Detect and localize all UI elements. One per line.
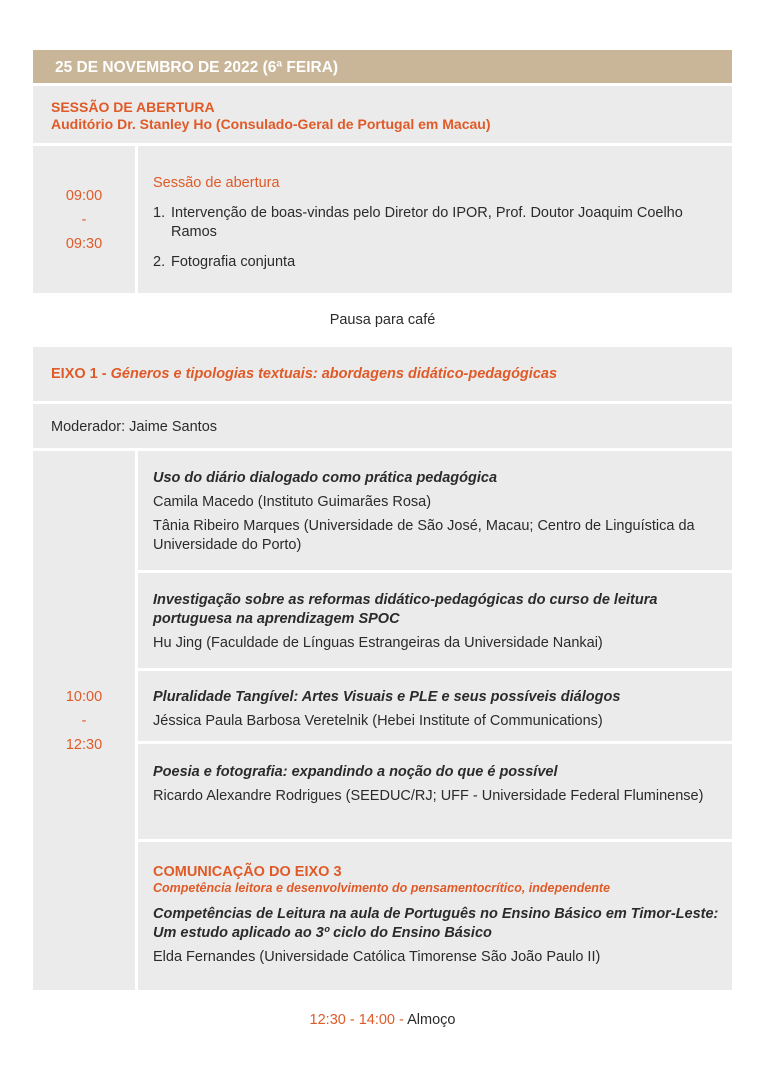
lunch-label: Almoço — [407, 1012, 456, 1028]
opening-session-title: SESSÃO DE ABERTURA — [51, 99, 215, 115]
opening-items — [153, 204, 722, 272]
list-item: 2. Fotografia conjunta — [153, 254, 296, 270]
eixo1-label: EIXO 1 - — [51, 366, 111, 382]
talk-author: Tânia Ribeiro Marques (Universidade de São José, Macau; Centro de Linguística da Universidade do Porto) — [153, 518, 695, 553]
opening-session-venue: Auditório Dr. Stanley Ho (Consulado-Geral de Portugal em Macau) — [51, 116, 491, 132]
talk-author: Elda Fernandes (Universidade Católica Timorense São João Paulo II) — [153, 949, 601, 965]
talk-title: Competências de Leitura na aula de Português no Ensino Básico em Timor-Leste: Um estudo aplicado ao 3º ciclo do Ensino Básico — [153, 906, 719, 941]
opening-time-start: 09:00 — [65, 187, 103, 204]
communication-label: COMUNICAÇÃO DO EIXO 3 — [153, 864, 342, 880]
moderator-row: Moderador: Jaime Santos — [33, 404, 732, 448]
talk-card — [138, 451, 732, 570]
eixo1-time-start: 10:00 — [65, 688, 103, 705]
coffee-break: Pausa para café — [329, 312, 436, 328]
date-header: 25 DE NOVEMBRO DE 2022 (6ª FEIRA) — [33, 50, 732, 83]
opening-block — [33, 146, 732, 293]
list-item: 1. Intervenção de boas-vindas pelo Diretor do IPOR, Prof. Doutor Joaquim Coelho Ramos — [153, 205, 683, 240]
eixo1-time-end: 12:30 — [65, 736, 103, 753]
talk-title: Uso do diário dialogado como prática pedagógica — [153, 470, 498, 486]
opening-time-sep: - — [81, 211, 87, 228]
eixo1-header — [33, 347, 732, 401]
eixo1-block — [33, 451, 732, 990]
eixo1-theme: Géneros e tipologias textuais: abordagens didático-pedagógicas — [110, 366, 558, 382]
opening-time-end: 09:30 — [65, 235, 103, 252]
opening-session-label: Sessão de abertura — [153, 175, 280, 191]
talk-card — [138, 671, 732, 741]
opening-time — [33, 146, 135, 293]
talk-author: Camila Macedo (Instituto Guimarães Rosa) — [153, 494, 432, 510]
lunch-sep: - — [395, 1012, 408, 1028]
talk-author: Hu Jing (Faculdade de Línguas Estrangeiras da Universidade Nankai) — [153, 635, 603, 651]
opening-content — [138, 146, 732, 293]
talk-title: Poesia e fotografia: expandindo a noção do que é possível — [153, 764, 558, 780]
eixo1-time-sep: - — [81, 712, 87, 729]
communication-subtitle: Competência leitora e desenvolvimento do pensamentocrítico, independente — [153, 881, 611, 895]
program-page — [33, 50, 732, 1028]
opening-session-header — [33, 86, 732, 143]
lunch-time: 12:30 - 14:00 — [309, 1012, 395, 1028]
talk-card — [138, 744, 732, 839]
talk-author: Ricardo Alexandre Rodrigues (SEEDUC/RJ; UFF - Universidade Federal Fluminense) — [153, 788, 704, 804]
talk-title: Investigação sobre as reformas didático-pedagógicas do curso de leitura portuguesa na aprendizagem SPOC — [153, 592, 658, 627]
talk-title: Pluralidade Tangível: Artes Visuais e PLE e seus possíveis diálogos — [153, 689, 621, 705]
eixo1-time — [33, 451, 135, 990]
talk-card — [138, 573, 732, 668]
communication-card — [138, 842, 732, 990]
talk-author: Jéssica Paula Barbosa Veretelnik (Hebei Institute of Communications) — [153, 713, 603, 729]
lunch-line — [33, 1012, 732, 1028]
